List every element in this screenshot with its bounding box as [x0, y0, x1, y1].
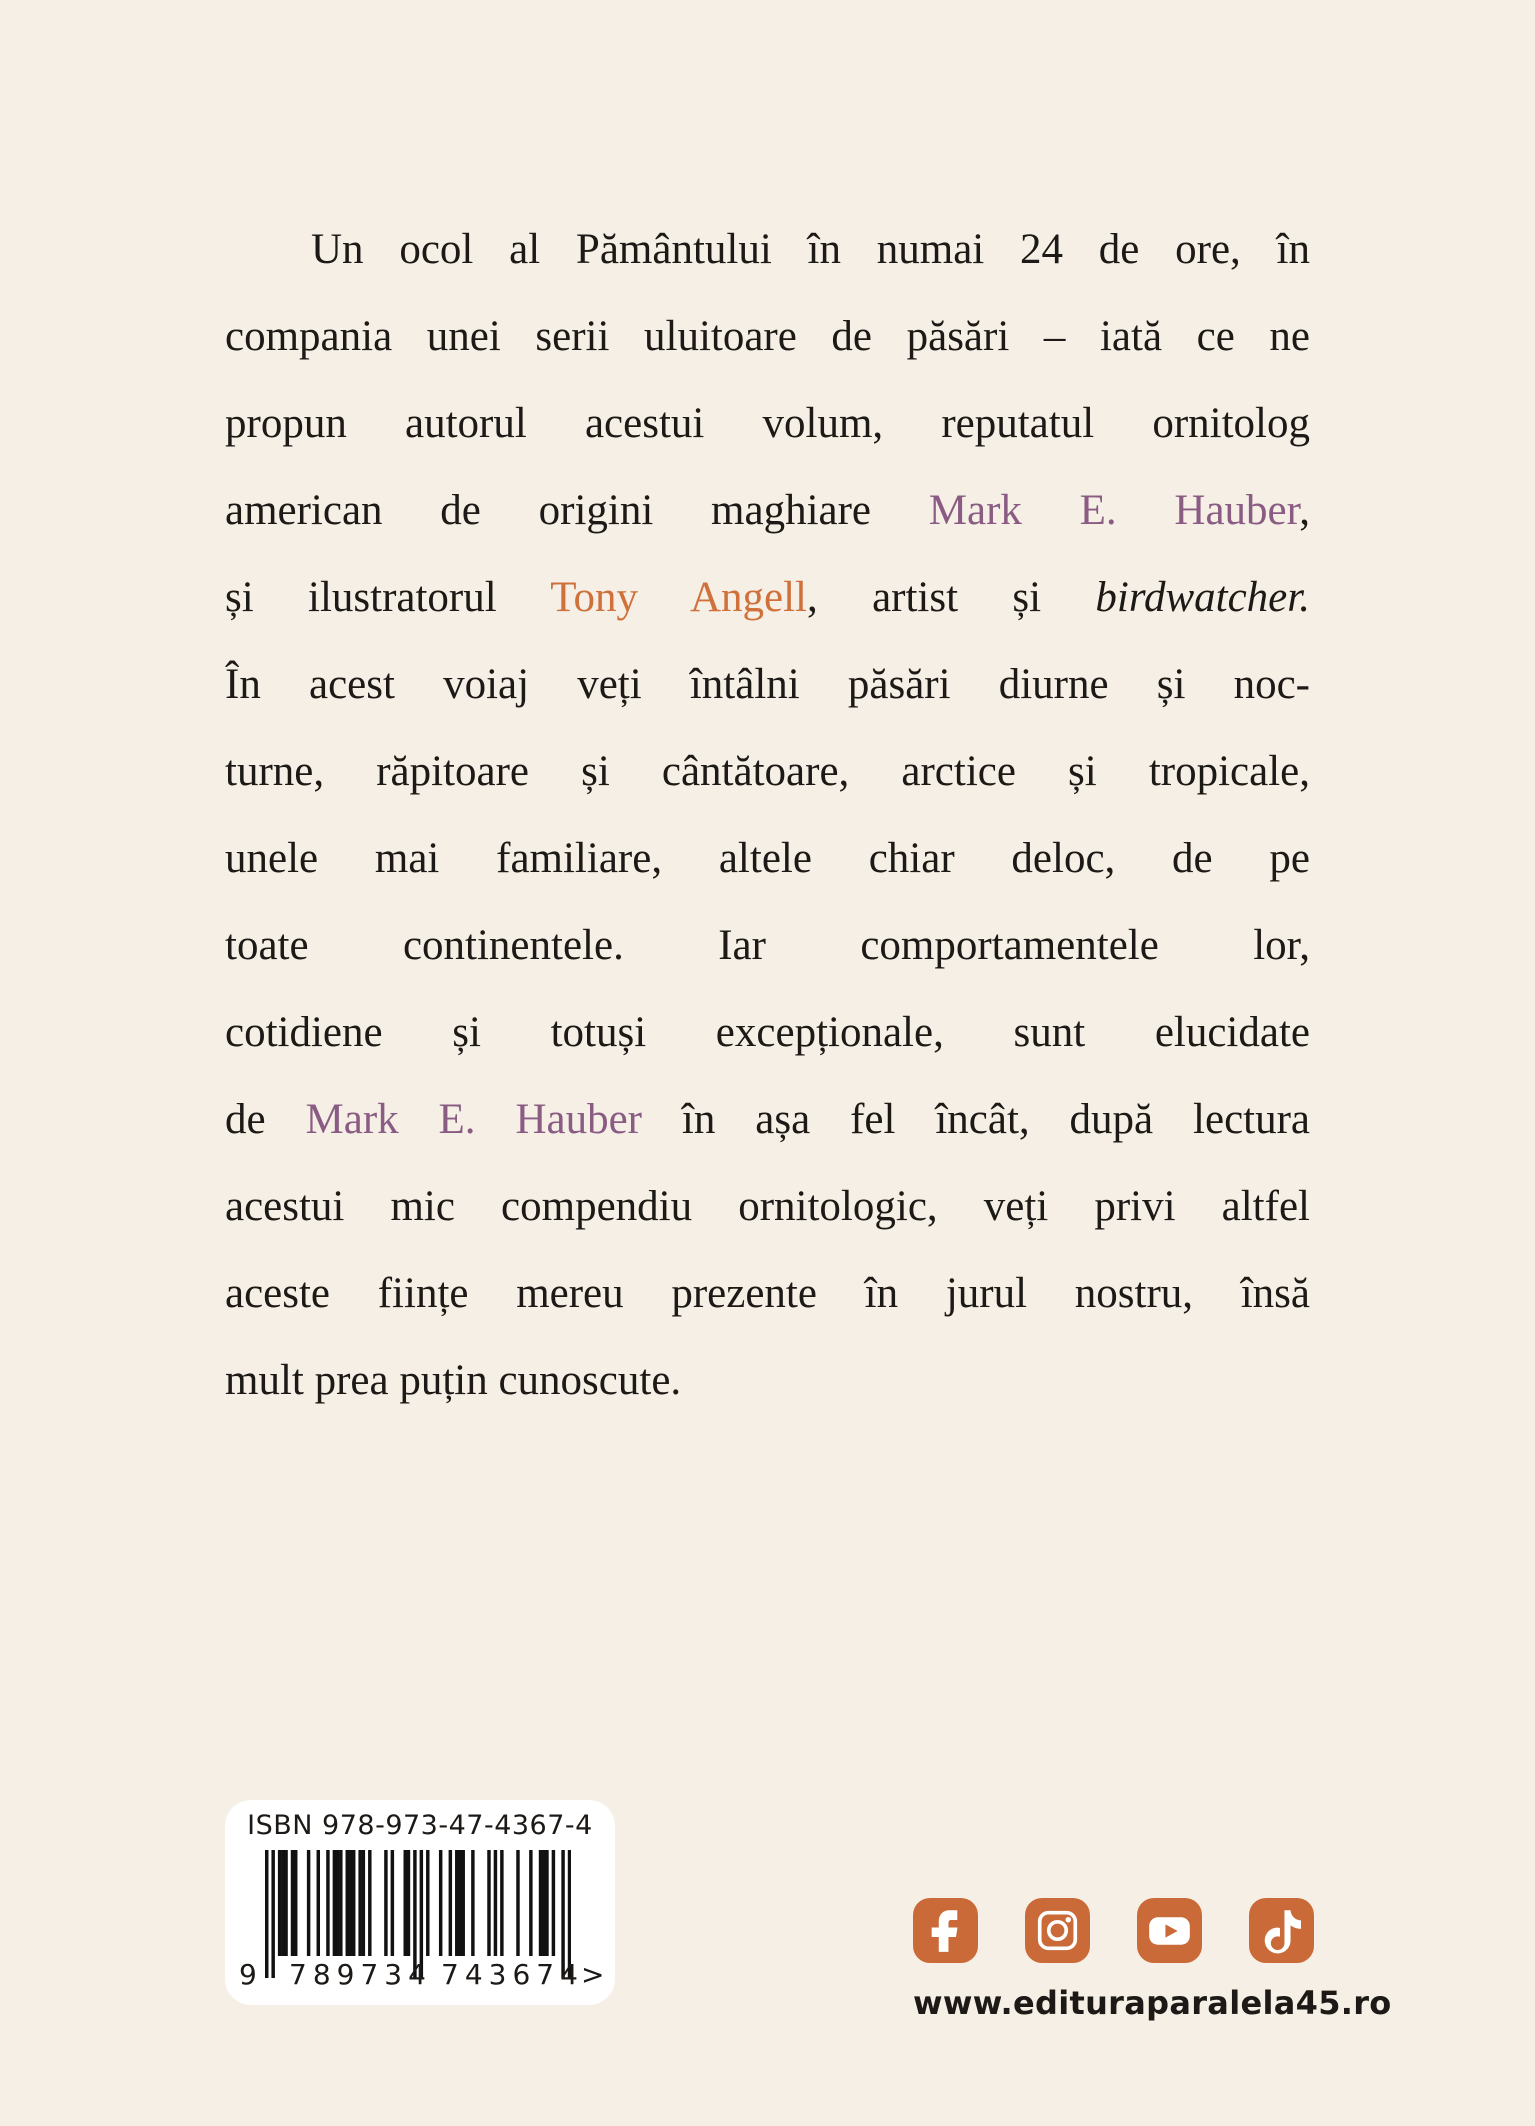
body-text: Un ocol al Pământului în numai 24 de ore, în [311, 226, 1310, 273]
isbn-barcode-box [225, 1800, 615, 2005]
body-text: și ilustratorul [225, 574, 551, 621]
tiktok-icon [1249, 1898, 1314, 1963]
instagram-icon [1025, 1898, 1090, 1963]
body-text-line [225, 1163, 1310, 1250]
body-text: toate continentele. Iar comportamentele lor, [225, 922, 1310, 969]
barcode-lead-digit: 9 [239, 1958, 257, 1991]
body-text: american de origini maghiare [225, 487, 929, 534]
barcode-digit-group-2: 743674 [441, 1958, 584, 1991]
body-text-line [225, 989, 1310, 1076]
body-text: , artist și [807, 574, 1096, 621]
body-text: propun autorul acestui volum, reputatul ornitolog [225, 400, 1310, 447]
body-text: , [1299, 487, 1310, 534]
youtube-icon [1137, 1898, 1202, 1963]
body-text: aceste ființe mereu prezente în jurul nostru, însă [225, 1270, 1310, 1317]
body-text: compania unei serii uluitoare de păsări – iată ce ne [225, 313, 1310, 360]
body-text: birdwatcher. [1095, 574, 1310, 621]
body-text-line [225, 641, 1310, 728]
body-text: unele mai familiare, altele chiar deloc, de pe [225, 835, 1310, 882]
body-text-line [225, 206, 1310, 293]
body-text-line [225, 728, 1310, 815]
barcode-end-char: > [581, 1958, 605, 1991]
body-text: în așa fel încât, după lectura [642, 1096, 1310, 1143]
author-name: Mark E. Hauber [928, 487, 1300, 534]
body-text-line [225, 815, 1310, 902]
body-text-line [225, 1337, 1310, 1424]
body-text: turne, răpitoare și cântătoare, arctice și tropicale, [225, 748, 1310, 795]
body-text-line [225, 467, 1310, 554]
body-text: cotidiene și totuși excepționale, sunt elucidate [225, 1009, 1310, 1056]
body-text: acestui mic compendiu ornitologic, veți privi altfel [225, 1183, 1310, 1230]
body-text: mult prea puțin cunoscute. [225, 1357, 682, 1404]
author-name: Mark E. Hauber [305, 1096, 643, 1143]
body-text-line [225, 293, 1310, 380]
social-links-block [913, 1898, 1392, 2022]
blurb-paragraph [225, 206, 1310, 1424]
body-text-line [225, 380, 1310, 467]
author-name: Tony Angell [550, 574, 807, 621]
body-text-line [225, 1076, 1310, 1163]
barcode-digit-group-1: 789734 [289, 1958, 432, 1991]
body-text: de [225, 1096, 306, 1143]
body-text-line [225, 902, 1310, 989]
website-url: www.edituraparalela45.ro [913, 1984, 1392, 2022]
body-text-line [225, 554, 1310, 641]
social-icon-row [913, 1898, 1315, 1963]
body-text-line [225, 1250, 1310, 1337]
facebook-icon [913, 1898, 978, 1963]
body-text: În acest voiaj veți întâlni păsări diurne și noc- [225, 661, 1310, 708]
isbn-label: ISBN 978-973-47-4367-4 [247, 1810, 593, 1841]
